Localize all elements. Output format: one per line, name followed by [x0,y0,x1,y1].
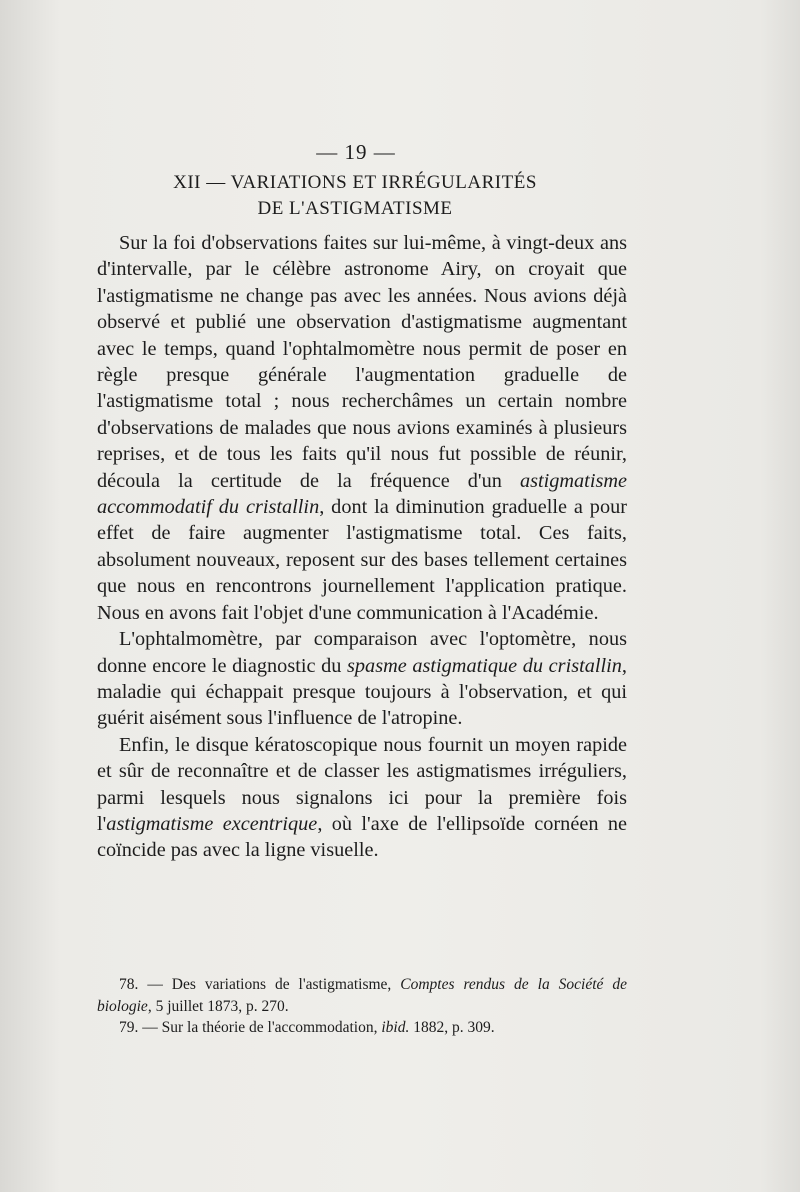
footnote-italic: Comptes rendus de la Société de biologie [97,976,628,1015]
paragraph [97,626,627,732]
italic-term: astigmatisme accommodatif du cristallin [97,469,627,519]
section-heading-line-1: XII — VARIATIONS ET IRRÉGULARITÉS [173,172,537,193]
paragraph [97,732,627,864]
footnote-text: , 5 juillet 1873, p. 270. [147,997,289,1015]
page-number: — 19 — [316,140,396,164]
footnotes [97,974,627,1039]
footnote-italic: ibid. [381,1019,410,1036]
text-segment: , maladie qui échappait presque toujours à l'observation, et qui guérit aisément sous l'influence de l'atropine. [97,654,627,730]
footnote-text: 1882, p. 309. [409,1019,495,1036]
text-segment: , dont la diminution graduelle a pour effet de faire augmenter l'astigmatisme total. Ces faits, absolument nouveaux, reposent sur des bases tellement certaines que nous en rencontrons journellement l'application pratique. Nous en avons fait l'objet d'une communication à l'Académie. [97,496,627,624]
body-text [97,230,627,864]
footnote-text: 79. — Sur la théorie de l'accommodation, [119,1019,382,1036]
italic-term: astigmatisme excentrique [106,812,318,835]
text-segment: Enfin, le disque kératoscopique nous fournit un moyen rapide et sûr de reconnaître et de classer les astigmatismes irréguliers, parmi lesquels nous signalons ici pour la première fois l' [97,733,627,835]
text-segment: , où l'axe de l'ellipsoïde cornéen ne coïncide pas avec la ligne visuelle. [97,812,627,862]
text-segment: L'ophtalmomètre, par comparaison avec l'optomètre, nous donne encore le diagnostic du [97,628,627,677]
italic-term: spasme astigmatique du cristallin [347,654,622,677]
paragraph [97,230,627,626]
footnote-text: 78. — Des variations de l'astigmatisme, [119,976,401,993]
section-heading-line-2: DE L'ASTIGMATISME [257,198,453,219]
text-segment: Sur la foi d'observations faites sur lui-même, à vingt-deux ans d'intervalle, par le célèbre astronome Airy, on croyait que l'astigmatisme ne change pas avec les années. Nous avions déjà observé et publié une observation d'astigmatisme augmentant avec le temps, quand l'ophtalmomètre nous permit de poser en règle presque générale l'augmentation graduelle de l'astigmatisme total ; nous recherchâmes un certain nombre d'observations de malades que nous avions examinés à plusieurs reprises, et de tous les faits qu'il nous fut possible de réunir, découla la certitude de la fréquence d'un [97,232,627,492]
footnote [97,974,627,1017]
footnote [97,1017,627,1039]
